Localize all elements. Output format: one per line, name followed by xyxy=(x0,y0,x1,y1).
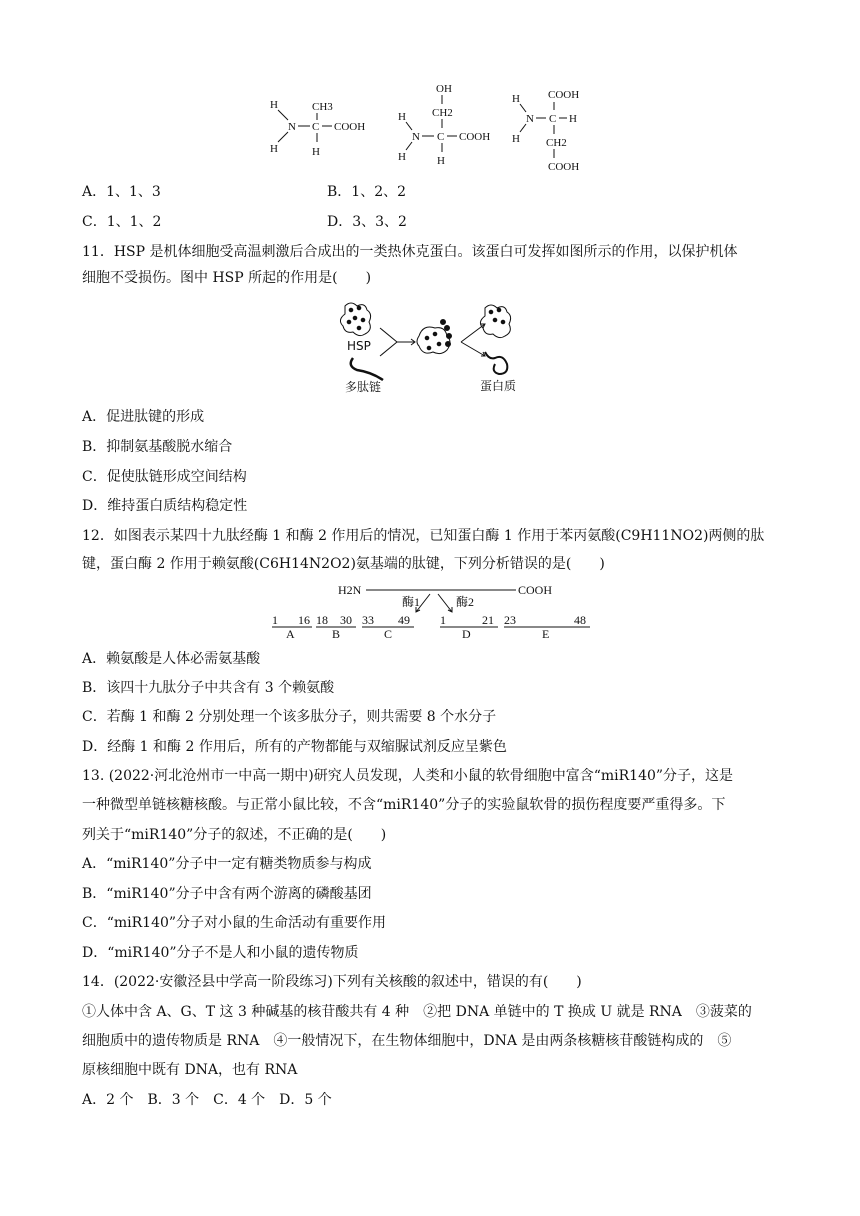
atom-label: CH3 xyxy=(312,101,333,113)
q14-stem: 14．(2022·安徽泾县中学高一阶段练习)下列有关核酸的叙述中，错误的有( ) xyxy=(82,974,582,990)
structure-2 xyxy=(398,83,490,167)
atom-label: H xyxy=(312,146,320,158)
q10-option-a: A．1、1、3 xyxy=(82,184,161,200)
q13-option-d: D．“miR140”分子不是人和小鼠的遗传物质 xyxy=(82,945,359,961)
hsp-protein-icon xyxy=(340,303,370,336)
q13-option-c: C．“miR140”分子对小鼠的生命活动有重要作用 xyxy=(82,915,387,931)
q12-stem: 12．如图表示某四十九肽经酶 1 和酶 2 作用后的情况，已知蛋白酶 1 作用于苯丙氨酸(C9H11NO2)两侧的肽 xyxy=(82,528,765,544)
atom-label: H xyxy=(569,113,577,125)
atom-label: C xyxy=(437,131,445,143)
q12-stem: 键，蛋白酶 2 作用于赖氨酸(C6H14N2O2)氨基端的肽键，下列分析错误的是( ) xyxy=(82,556,605,572)
folded-protein-icon xyxy=(485,352,507,374)
atom-label: COOH xyxy=(334,121,366,133)
atom-label: H xyxy=(512,133,520,145)
hsp-diagram xyxy=(335,298,535,398)
q11-stem: 细胞不受损伤。图中 HSP 所起的作用是( ) xyxy=(82,270,372,286)
cooh-label: COOH xyxy=(518,583,553,597)
q10-option-c: C．1、1、2 xyxy=(82,214,162,230)
hsp-label: HSP xyxy=(347,339,371,353)
atom-label: OH xyxy=(436,83,452,95)
peptide-cleavage-diagram xyxy=(270,580,600,642)
fragment-b-start: 18 xyxy=(316,613,328,627)
h2n-label: H2N xyxy=(338,583,362,597)
fragment-a-name: A xyxy=(286,627,295,641)
polypeptide-chain-icon xyxy=(351,358,383,380)
fragment-e-name: E xyxy=(542,627,550,641)
atom-label: COOH xyxy=(459,131,491,143)
hsp-complex-icon xyxy=(417,320,452,354)
fragment-e-start: 23 xyxy=(504,613,516,627)
q14-body: 原核细胞中既有 DNA，也有 RNA xyxy=(82,1062,298,1078)
atom-label: H xyxy=(437,155,445,167)
q13-option-a: A．“miR140”分子中一定有糖类物质参与构成 xyxy=(82,856,372,872)
q14-options: A．2 个 B．3 个 C．4 个 D．5 个 xyxy=(82,1092,332,1108)
q14-body: 细胞质中的遗传物质是 RNA ④一般情况下，在生物体细胞中，DNA 是由两条核糖核苷酸链构成的 ⑤ xyxy=(82,1033,732,1049)
atom-label: CH2 xyxy=(546,137,567,149)
atom-label: H xyxy=(398,151,406,163)
fragment-c-name: C xyxy=(384,627,393,641)
fragment-d-end: 21 xyxy=(482,613,494,627)
merge-arrow-icon xyxy=(380,328,415,356)
fragment-d-name: D xyxy=(462,627,471,641)
q12-option-d: D．经酶 1 和酶 2 作用后，所有的产物都能与双缩脲试剂反应呈紫色 xyxy=(82,739,507,755)
q13-option-b: B．“miR140”分子中含有两个游离的磷酸基团 xyxy=(82,886,372,902)
enzyme1-label: 酶1 xyxy=(402,595,421,609)
atom-label: CH2 xyxy=(432,107,453,119)
polypeptide-label: 多肽链 xyxy=(345,380,382,394)
atom-label: C xyxy=(549,113,557,125)
q12-option-a: A．赖氨酸是人体必需氨基酸 xyxy=(82,651,261,667)
q13-stem: 一种微型单链核糖核酸。与正常小鼠比较，不含“miR140”分子的实验鼠软骨的损伤程度要严重得多。下 xyxy=(82,797,726,813)
fragment-b-end: 30 xyxy=(340,613,352,627)
split-arrow-icon xyxy=(461,324,485,356)
q14-body: ①人体中含 A、G、T 这 3 种碱基的核苷酸共有 4 种 ②把 DNA 单链中的 T 换成 U 就是 RNA ③菠菜的 xyxy=(82,1004,752,1020)
enzyme2-arrow-icon xyxy=(438,594,452,612)
enzyme2-label: 酶2 xyxy=(456,595,475,609)
q11-option-c: C．促使肽链形成空间结构 xyxy=(82,469,247,485)
q13-stem: 13. (2022·河北沧州市一中高一期中)研究人员发现，人类和小鼠的软骨细胞中富含“miR140”分子，这是 xyxy=(82,768,734,784)
atom-label: C xyxy=(312,121,320,133)
fragment-d-start: 1 xyxy=(440,613,446,627)
fragment-e-end: 48 xyxy=(574,613,586,627)
protein-label: 蛋白质 xyxy=(480,379,517,393)
atom-label: H xyxy=(270,143,278,155)
fragment-c-end: 49 xyxy=(398,613,410,627)
atom-label: H xyxy=(270,99,278,111)
atom-label: N xyxy=(288,121,296,133)
q11-option-d: D．维持蛋白质结构稳定性 xyxy=(82,498,248,514)
fragment-a-start: 1 xyxy=(272,613,278,627)
q11-option-b: B．抑制氨基酸脱水缩合 xyxy=(82,439,233,455)
atom-label: COOH xyxy=(548,161,580,173)
atom-label: H xyxy=(398,111,406,123)
q10-option-b: B．1、2、2 xyxy=(327,184,407,200)
q10-option-d: D．3、3、2 xyxy=(327,214,407,230)
fragment-c-start: 33 xyxy=(362,613,374,627)
q12-option-b: B．该四十九肽分子中共含有 3 个赖氨酸 xyxy=(82,680,335,696)
fragment-a-end: 16 xyxy=(298,613,310,627)
released-hsp-icon xyxy=(480,305,510,338)
fragment-b-name: B xyxy=(332,627,341,641)
structure-1 xyxy=(270,99,365,158)
atom-label: COOH xyxy=(548,89,580,101)
atom-label: H xyxy=(512,93,520,105)
q11-stem: 11．HSP 是机体细胞受高温刺激后合成出的一类热休克蛋白。该蛋白可发挥如图所示的作用，以保护机体 xyxy=(82,244,738,260)
q13-stem: 列关于“miR140”分子的叙述，不正确的是( ) xyxy=(82,827,387,843)
amino-acid-structures xyxy=(262,80,602,180)
structure-3 xyxy=(512,89,579,173)
q11-option-a: A．促进肽键的形成 xyxy=(82,409,205,425)
atom-label: N xyxy=(412,131,420,143)
q12-option-c: C．若酶 1 和酶 2 分别处理一个该多肽分子，则共需要 8 个水分子 xyxy=(82,709,497,725)
atom-label: N xyxy=(526,113,534,125)
